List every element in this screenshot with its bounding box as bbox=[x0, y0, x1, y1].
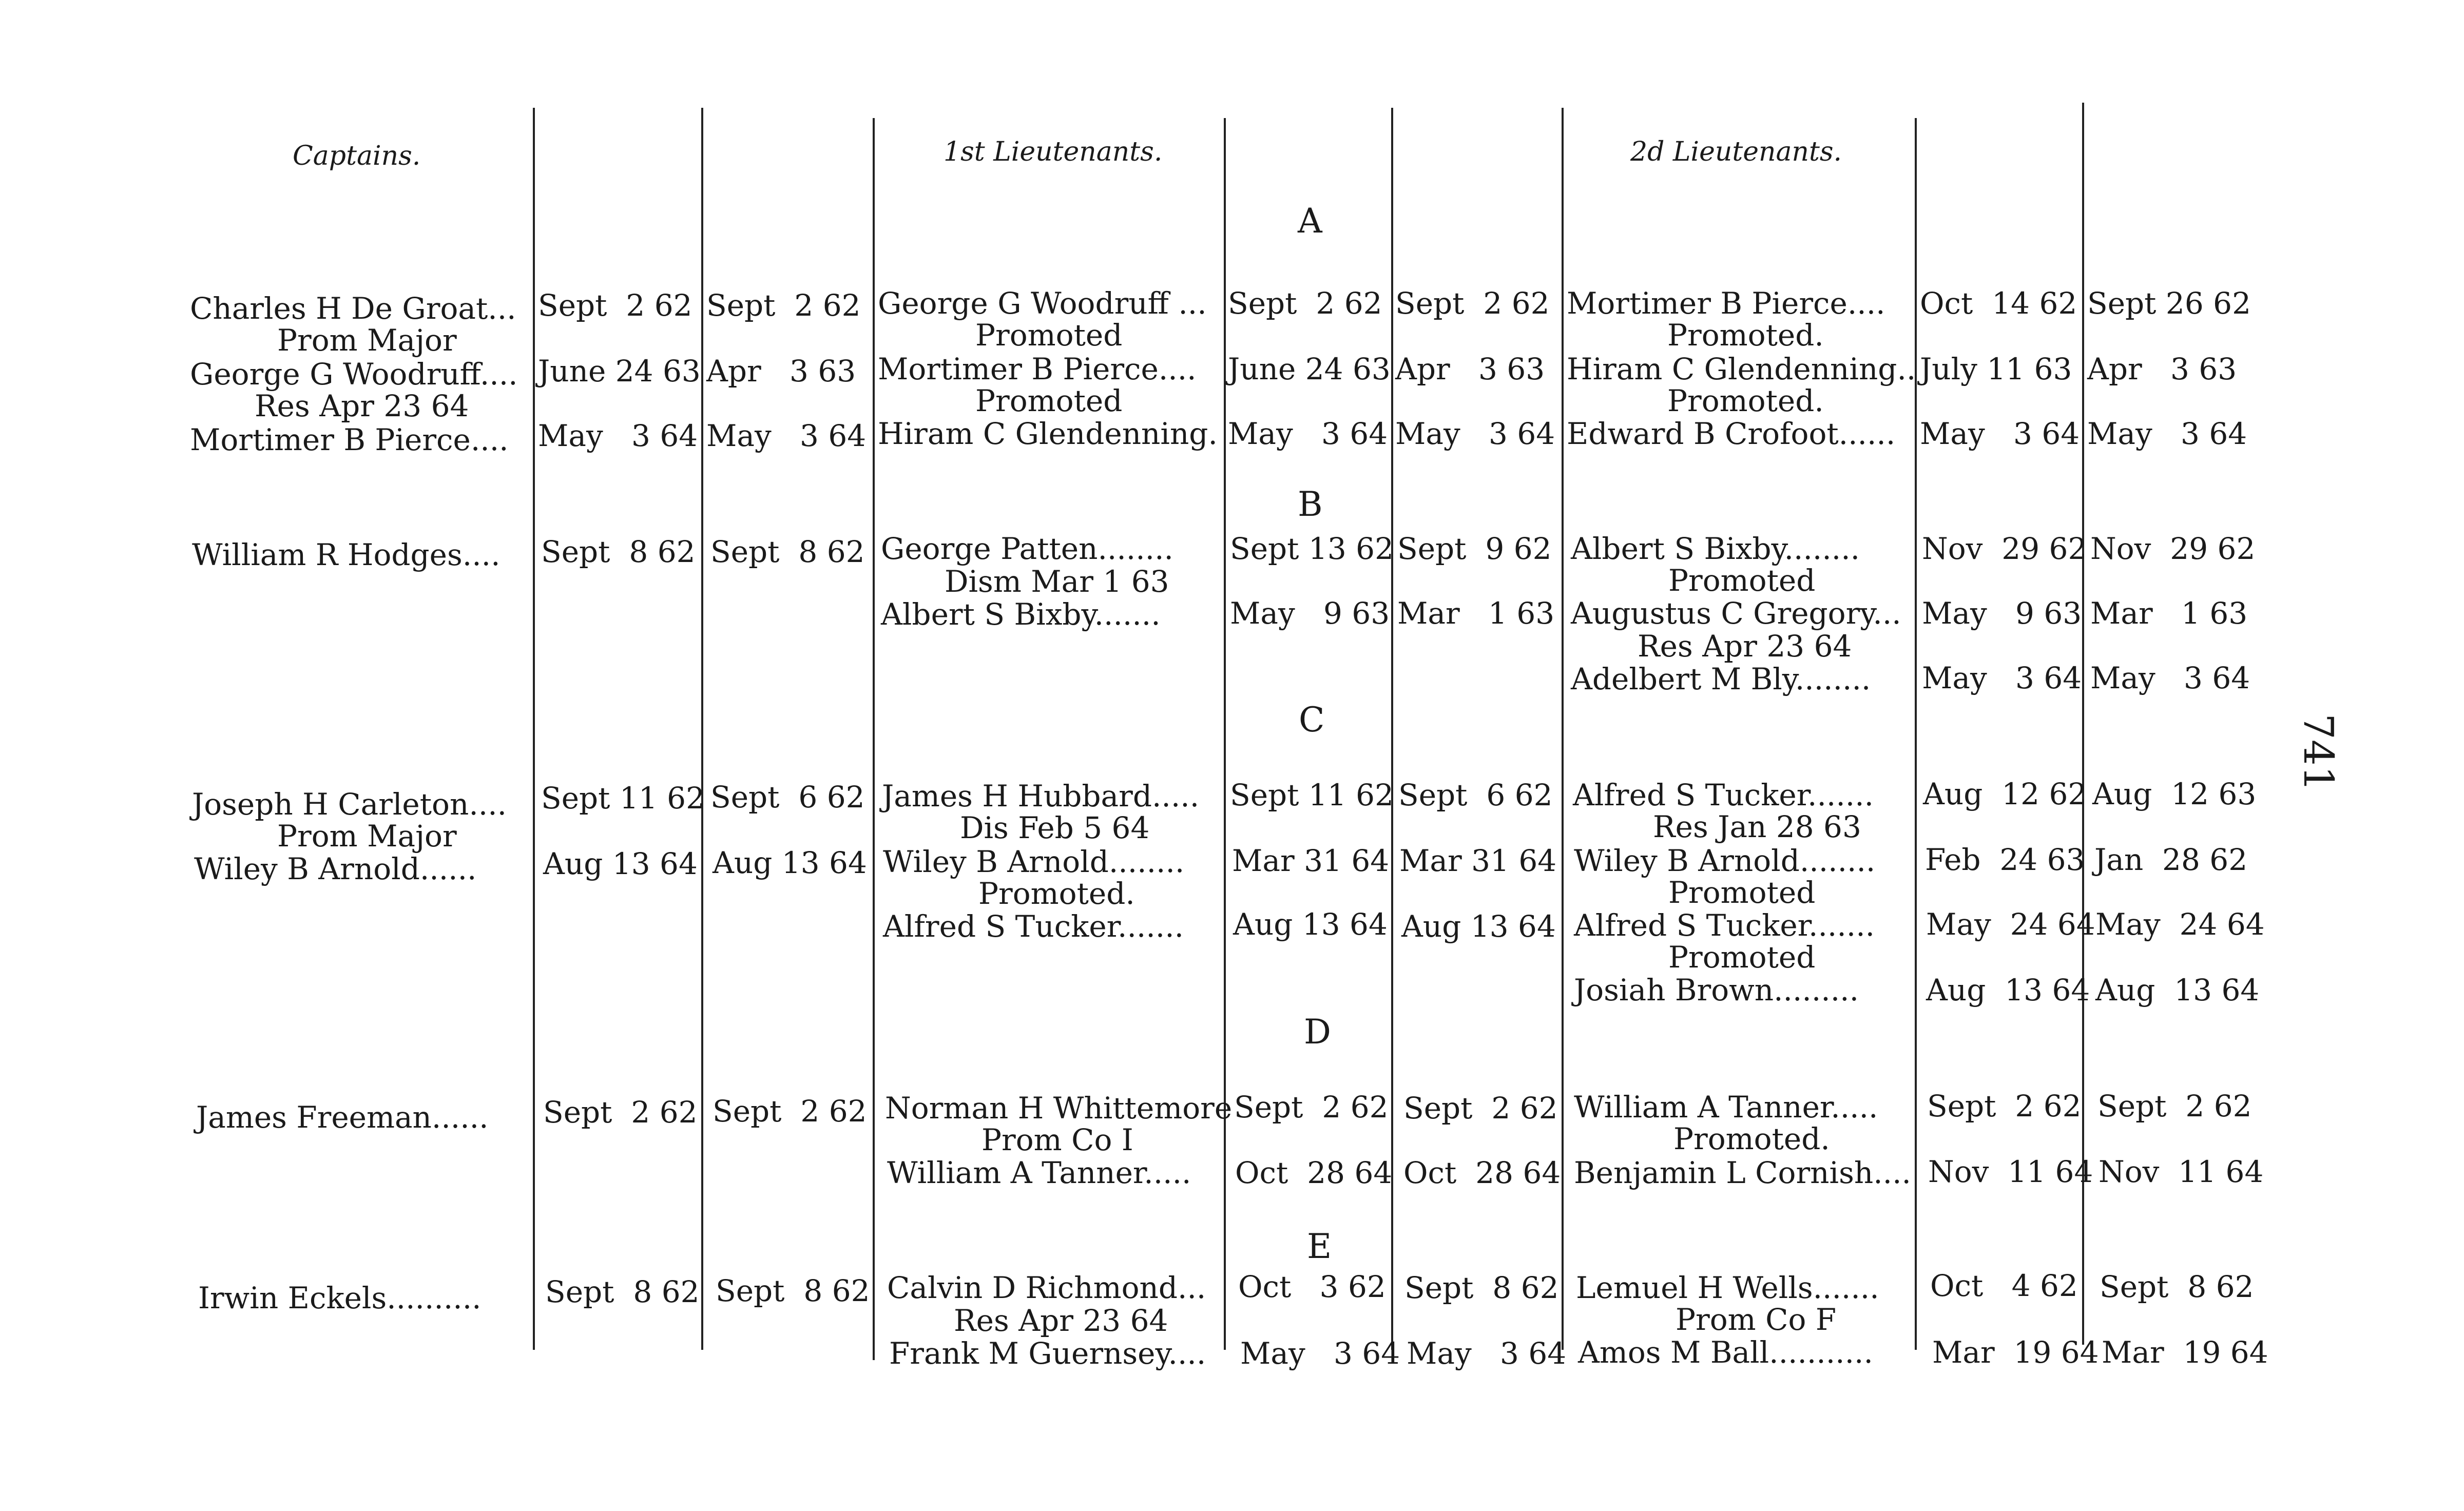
second-lt-date-2: Mar 1 63 bbox=[2090, 596, 2248, 631]
first-lt-name: Hiram C Glendenning. bbox=[878, 416, 1218, 451]
first-lt-date-2: Sept 2 62 bbox=[1395, 286, 1550, 321]
first-lt-name: Norman H Whittemore bbox=[885, 1091, 1233, 1126]
column-rule bbox=[1224, 118, 1226, 1350]
captain-date-2: Sept 6 62 bbox=[710, 780, 865, 815]
second-lt-date-2: Aug 12 63 bbox=[2092, 777, 2257, 811]
first-lt-date-1: Oct 3 62 bbox=[1238, 1269, 1386, 1304]
second-lt-name: Amos M Ball........... bbox=[1578, 1335, 1873, 1370]
second-lt-name: Adelbert M Bly........ bbox=[1571, 662, 1871, 696]
second-lt-note: Promoted. bbox=[1673, 1121, 1830, 1156]
first-lt-note: Promoted bbox=[975, 318, 1123, 353]
second-lt-date-2: Nov 11 64 bbox=[2099, 1154, 2264, 1189]
page-number: 741 bbox=[2295, 713, 2342, 792]
second-lt-name: Augustus C Gregory... bbox=[1571, 596, 1901, 631]
second-lt-note: Promoted bbox=[1668, 940, 1816, 975]
captain-date-2: Sept 8 62 bbox=[710, 534, 865, 569]
first-lt-name: George G Woodruff ... bbox=[878, 286, 1207, 321]
second-lt-name: William A Tanner..... bbox=[1574, 1090, 1878, 1125]
first-lt-date-1: June 24 63 bbox=[1228, 352, 1391, 386]
second-lt-name: Mortimer B Pierce.... bbox=[1567, 286, 1885, 321]
column-rule bbox=[1915, 118, 1917, 1350]
first-lt-date-1: May 9 63 bbox=[1230, 596, 1390, 631]
first-lt-date-1: Sept 2 62 bbox=[1234, 1090, 1389, 1125]
second-lt-name: Benjamin L Cornish.... bbox=[1574, 1155, 1911, 1190]
captain-note: Prom Major bbox=[277, 819, 457, 854]
second-lt-name: Albert S Bixby........ bbox=[1571, 531, 1860, 566]
second-lt-date-1: Feb 24 63 bbox=[1925, 842, 2085, 877]
first-lt-note: Prom Co I bbox=[981, 1122, 1133, 1157]
second-lt-date-1: May 3 64 bbox=[1920, 416, 2080, 451]
captain-name: William R Hodges.... bbox=[192, 537, 500, 572]
captains-header: Captains. bbox=[293, 141, 421, 171]
first-lt-date-1: Mar 31 64 bbox=[1232, 843, 1390, 878]
first-lt-name: Frank M Guernsey.... bbox=[889, 1336, 1206, 1371]
first-lt-date-2: Oct 28 64 bbox=[1403, 1155, 1561, 1190]
second-lt-note: Promoted. bbox=[1667, 318, 1824, 353]
second-lt-date-1: Aug 13 64 bbox=[1926, 973, 2090, 1008]
first-lt-date-1: Sept 2 62 bbox=[1228, 286, 1382, 321]
captain-date-1: Sept 8 62 bbox=[545, 1274, 700, 1309]
captain-date-1: Sept 11 62 bbox=[541, 781, 705, 816]
first-lt-date-2: Sept 8 62 bbox=[1404, 1270, 1559, 1305]
first-lt-date-2: Sept 2 62 bbox=[1403, 1091, 1558, 1126]
first-lt-date-1: Sept 13 62 bbox=[1230, 531, 1394, 566]
second-lt-note: Promoted bbox=[1668, 875, 1816, 910]
second-lt-date-2: Sept 2 62 bbox=[2097, 1089, 2252, 1123]
first-lt-name: Calvin D Richmond... bbox=[887, 1270, 1206, 1305]
second-lt-date-1: Oct 4 62 bbox=[1930, 1268, 2078, 1303]
captain-date-2: Sept 8 62 bbox=[716, 1273, 870, 1308]
second-lt-note: Prom Co F bbox=[1676, 1302, 1837, 1337]
first-lt-name: James H Hubbard..... bbox=[882, 779, 1200, 813]
second-lt-name: Lemuel H Wells....... bbox=[1576, 1270, 1879, 1305]
first-lt-note: Dis Feb 5 64 bbox=[960, 810, 1150, 845]
captain-date-1: Sept 2 62 bbox=[543, 1095, 698, 1130]
second-lt-name: Josiah Brown......... bbox=[1574, 973, 1859, 1008]
first-lt-name: William A Tanner..... bbox=[887, 1155, 1191, 1190]
first-lieutenants-header: 1st Lieutenants. bbox=[944, 137, 1163, 167]
first-lt-note: Promoted bbox=[975, 383, 1123, 418]
captain-name: Charles H De Groat... bbox=[190, 291, 516, 326]
captain-date-2: Sept 2 62 bbox=[706, 288, 861, 323]
second-lt-date-1: May 9 63 bbox=[1922, 596, 2082, 631]
first-lt-date-1: May 3 64 bbox=[1240, 1336, 1400, 1371]
first-lt-note: Dism Mar 1 63 bbox=[945, 564, 1169, 599]
second-lt-date-2: Jan 28 62 bbox=[2094, 842, 2248, 877]
second-lt-date-1: Nov 29 62 bbox=[1922, 531, 2087, 566]
captain-name: James Freeman...... bbox=[196, 1100, 489, 1135]
column-rule bbox=[873, 118, 875, 1360]
second-lt-note: Res Apr 23 64 bbox=[1638, 629, 1852, 664]
company-letter: A bbox=[1298, 201, 1322, 241]
first-lt-name: Albert S Bixby....... bbox=[881, 597, 1161, 632]
captain-name: Irwin Eckels.......... bbox=[198, 1281, 482, 1315]
captain-date-1: Sept 2 62 bbox=[538, 288, 692, 323]
first-lt-date-2: May 3 64 bbox=[1407, 1336, 1567, 1371]
first-lt-name: Wiley B Arnold........ bbox=[883, 844, 1185, 879]
first-lt-date-1: May 3 64 bbox=[1228, 416, 1388, 451]
captain-date-1: Sept 8 62 bbox=[541, 534, 696, 569]
second-lt-name: Wiley B Arnold........ bbox=[1574, 843, 1876, 878]
first-lt-name: Mortimer B Pierce.... bbox=[878, 352, 1197, 386]
captain-date-1: May 3 64 bbox=[538, 418, 698, 453]
second-lt-name: Hiram C Glendenning.. bbox=[1567, 352, 1916, 386]
column-rule bbox=[533, 108, 535, 1350]
first-lt-date-1: Aug 13 64 bbox=[1233, 907, 1388, 942]
captain-date-1: Aug 13 64 bbox=[543, 846, 698, 881]
company-letter: B bbox=[1298, 485, 1323, 524]
first-lt-date-2: Apr 3 63 bbox=[1395, 352, 1545, 386]
captain-note: Res Apr 23 64 bbox=[255, 389, 469, 423]
column-rule bbox=[1562, 108, 1564, 1350]
second-lt-date-2: May 3 64 bbox=[2090, 661, 2250, 695]
second-lt-date-2: Apr 3 63 bbox=[2087, 352, 2237, 386]
second-lt-date-1: Sept 2 62 bbox=[1927, 1089, 2082, 1123]
second-lt-date-1: May 3 64 bbox=[1922, 661, 2082, 695]
second-lt-name: Edward B Crofoot...... bbox=[1567, 416, 1896, 451]
first-lt-name: Alfred S Tucker....... bbox=[883, 909, 1184, 944]
second-lt-date-2: Sept 26 62 bbox=[2087, 286, 2251, 321]
second-lt-date-2: Sept 8 62 bbox=[2100, 1269, 2254, 1304]
first-lt-note: Res Apr 23 64 bbox=[954, 1303, 1168, 1338]
captain-date-2: Sept 2 62 bbox=[713, 1094, 867, 1129]
second-lt-date-2: Nov 29 62 bbox=[2090, 531, 2256, 566]
captain-name: George G Woodruff.... bbox=[190, 357, 518, 392]
second-lt-date-2: May 24 64 bbox=[2095, 907, 2265, 942]
first-lt-date-2: Aug 13 64 bbox=[1401, 909, 1556, 944]
company-letter: E bbox=[1307, 1227, 1332, 1266]
captain-name: Wiley B Arnold...... bbox=[194, 851, 477, 886]
captain-date-1: June 24 63 bbox=[538, 354, 701, 389]
first-lt-note: Promoted. bbox=[978, 876, 1135, 911]
first-lt-date-1: Oct 28 64 bbox=[1235, 1155, 1393, 1190]
second-lt-date-1: July 11 63 bbox=[1920, 352, 2072, 386]
second-lt-date-1: Mar 19 64 bbox=[1932, 1335, 2099, 1370]
second-lt-name: Alfred S Tucker....... bbox=[1573, 778, 1874, 812]
first-lt-date-2: Mar 31 64 bbox=[1399, 843, 1557, 878]
first-lt-date-1: Sept 11 62 bbox=[1230, 778, 1394, 812]
captain-name: Joseph H Carleton.... bbox=[192, 787, 507, 822]
second-lt-date-1: May 24 64 bbox=[1926, 907, 2095, 942]
first-lt-date-2: Sept 9 62 bbox=[1397, 531, 1552, 566]
second-lt-date-2: Mar 19 64 bbox=[2102, 1335, 2268, 1370]
first-lt-date-2: Mar 1 63 bbox=[1397, 596, 1555, 631]
company-letter: C bbox=[1299, 700, 1325, 740]
captain-date-2: Aug 13 64 bbox=[713, 845, 867, 880]
company-letter: D bbox=[1304, 1012, 1331, 1052]
second-lt-note: Promoted bbox=[1668, 563, 1816, 598]
second-lt-note: Promoted. bbox=[1667, 383, 1824, 418]
captain-name: Mortimer B Pierce.... bbox=[190, 422, 509, 457]
second-lt-note: Res Jan 28 63 bbox=[1653, 809, 1861, 844]
second-lt-date-1: Aug 12 62 bbox=[1923, 777, 2087, 811]
first-lt-date-2: Sept 6 62 bbox=[1398, 778, 1553, 812]
captain-note: Prom Major bbox=[277, 323, 457, 358]
second-lt-date-1: Nov 11 64 bbox=[1928, 1154, 2093, 1189]
second-lt-name: Alfred S Tucker....... bbox=[1574, 908, 1875, 943]
first-lt-name: George Patten........ bbox=[881, 531, 1173, 566]
second-lt-date-2: May 3 64 bbox=[2087, 416, 2247, 451]
second-lt-date-1: Oct 14 62 bbox=[1920, 286, 2077, 321]
captain-date-2: Apr 3 63 bbox=[706, 354, 856, 389]
second-lt-date-2: Aug 13 64 bbox=[2095, 973, 2260, 1008]
captain-date-2: May 3 64 bbox=[706, 418, 867, 453]
column-rule bbox=[701, 108, 703, 1350]
second-lieutenants-header: 2d Lieutenants. bbox=[1630, 137, 1842, 167]
first-lt-date-2: May 3 64 bbox=[1395, 416, 1555, 451]
